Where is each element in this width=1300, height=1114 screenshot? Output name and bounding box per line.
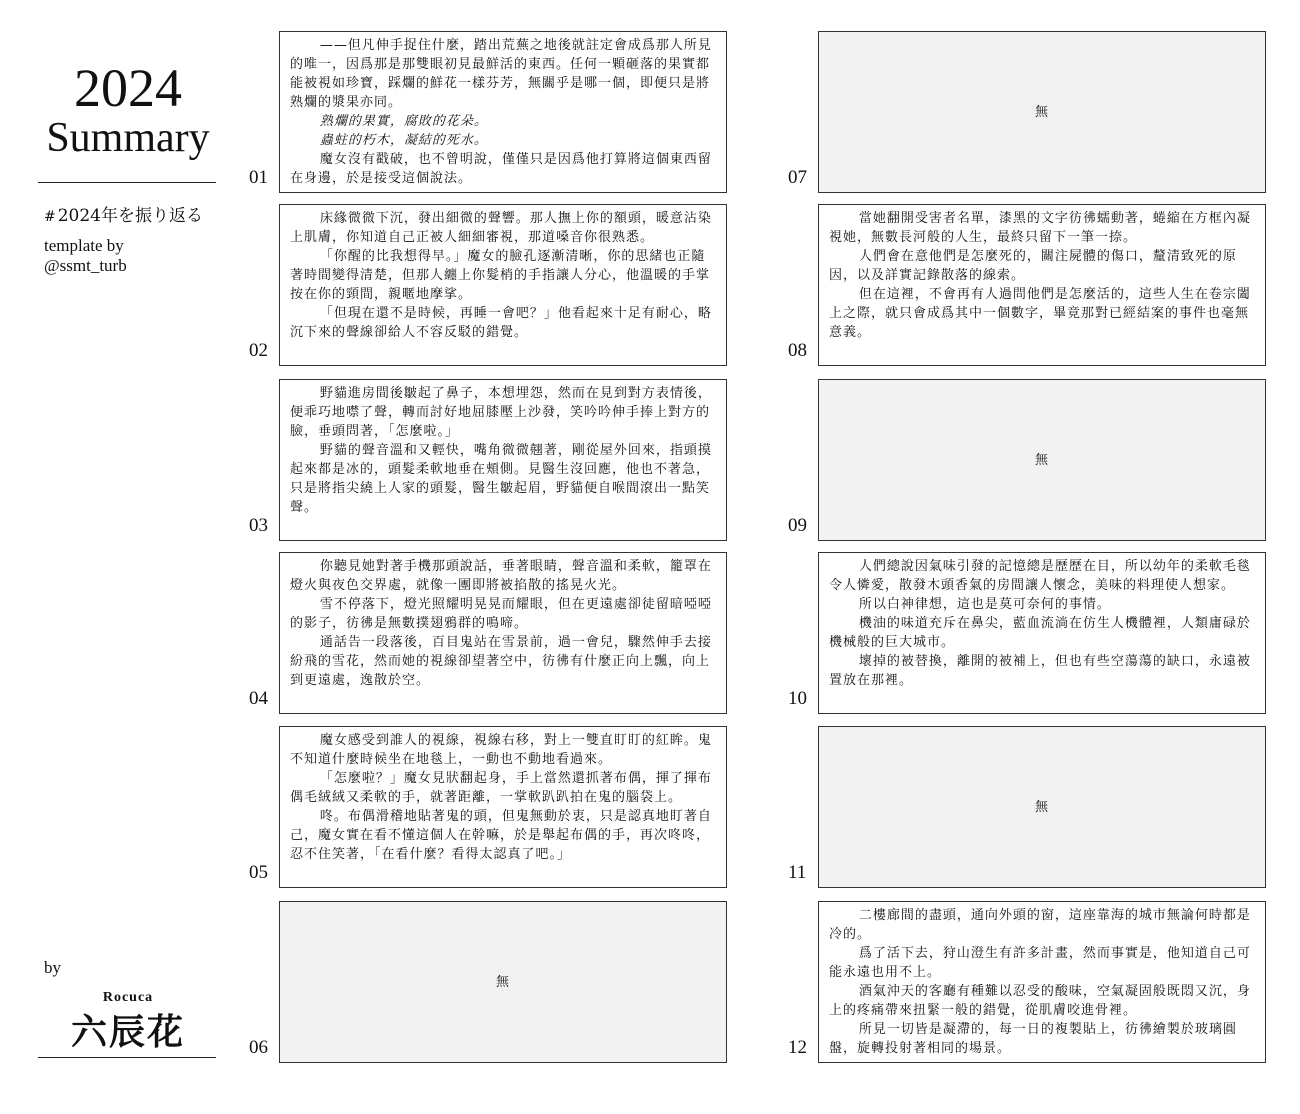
entry-paragraph: 野貓的聲音溫和又輕快，嘴角微微翹著，剛從屋外回來，指頭摸起來都是冰的，頭髮柔軟地垂在頰側。見醫生沒回應，他也不著急，只是將指尖繞上人家的頭髮，醫生皺起眉，野貓便自喉間滾出一點笑聲。	[290, 443, 712, 515]
entry-paragraph: 爲了活下去，狩山澄生有許多計畫，然而事實是，他知道自己可能永遠也用不上。	[829, 946, 1251, 980]
entry-text-box	[818, 204, 1266, 366]
signature-divider	[38, 1057, 216, 1058]
empty-placeholder: 無	[1034, 799, 1049, 815]
entry-number: 10	[788, 688, 807, 709]
entry-number: 02	[249, 340, 268, 361]
entry-paragraph: 「但現在還不是時候，再睡一會吧？」他看起來十足有耐心，略沉下來的聲線卻給人不容反駁的錯覺。	[290, 306, 712, 340]
entry-number: 09	[788, 515, 807, 536]
entry-text-box	[279, 379, 727, 541]
entry-empty-box	[818, 379, 1266, 541]
entry-number: 06	[249, 1037, 268, 1058]
by-label: by	[44, 958, 61, 977]
entry-empty-box	[279, 901, 727, 1063]
entry-text-box	[279, 552, 727, 714]
entry-text-box	[279, 204, 727, 366]
template-credit	[44, 236, 127, 276]
author-romaji: Rocuca	[102, 990, 154, 1005]
entry-paragraph: 雪不停落下，燈光照耀明晃晃而耀眼，但在更遠處卻徒留暗啞啞的影子，彷彿是無數撲翅鴉群的鳴啼。	[290, 597, 712, 631]
entry-text-box	[279, 31, 727, 193]
empty-placeholder: 無	[1034, 104, 1049, 120]
entry-paragraph: 魔女感受到誰人的視線，視線右移，對上一雙直盯盯的紅眸。鬼不知道什麼時候坐在地毯上，一動也不動地看過來。	[290, 733, 712, 767]
entry-paragraph: 熟爛的果實，腐敗的花朵。	[319, 114, 488, 129]
title-divider	[38, 182, 216, 183]
sidebar	[0, 0, 240, 1114]
entry-number: 08	[788, 340, 807, 361]
hashtag	[44, 206, 203, 227]
entry-paragraph: ——但凡伸手捉住什麼，踏出荒蕪之地後就註定會成爲那人所見的唯一，因爲那是那雙眼初見最鮮活的東西。任何一顆砸落的果實都能被視如珍寶，踩爛的鮮花一樣芬芳，無關乎是哪一個，即便只是將熟爛的漿果亦同。	[290, 38, 712, 110]
entry-paragraph: 通話告一段落後，百目鬼站在雪景前，過一會兒，驟然伸手去接紛飛的雪花，然而她的視線卻望著空中，彷彿有什麼正向上飄，向上到更遠處，逸散於空。	[290, 635, 712, 688]
hash-symbol: #	[44, 209, 56, 225]
entry-paragraph: 但在這裡，不會再有人過問他們是怎麼活的，這些人生在卷宗闔上之際，就只會成爲其中一個數字，畢竟那對已經結案的事件也毫無意義。	[829, 287, 1251, 340]
entry-paragraph: 咚。布偶滑稽地貼著鬼的頭，但鬼無動於衷，只是認真地盯著自己，魔女實在看不懂這個人在幹嘛，於是舉起布偶的手，再次咚咚，忍不住笑著，「在看什麼？看得太認真了吧。」	[290, 809, 712, 862]
entry-paragraph: 所見一切皆是凝滯的，每一日的複製貼上，彷彿繪製於玻璃圓盤，旋轉投射著相同的場景。	[829, 1022, 1237, 1056]
entry-paragraph: 蟲蛀的朽木，凝結的死水。	[319, 133, 488, 148]
entry-number: 07	[788, 167, 807, 188]
entry-paragraph: 當她翻開受害者名單，漆黑的文字彷彿蠕動著，蜷縮在方框內凝視她，無數長河般的人生，最終只留下一筆一捺。	[829, 211, 1251, 245]
entry-number: 03	[249, 515, 268, 536]
entry-text-box	[818, 901, 1266, 1063]
entry-paragraph: 「怎麼啦？」魔女見狀翻起身，手上當然還抓著布偶，揮了揮布偶毛絨絨又柔軟的手，就著距離，一掌軟趴趴拍在鬼的腦袋上。	[290, 771, 712, 805]
summary-title: Summary	[46, 115, 210, 161]
entry-empty-box	[818, 31, 1266, 193]
author-signature: 六辰花	[70, 1011, 185, 1053]
template-credit-line1: template by	[44, 236, 124, 255]
entry-paragraph: 酒氣沖天的客廳有種難以忍受的酸味，空氣凝固般既悶又沉，身上的疼痛帶來扭緊一般的錯覺，從肌膚咬進骨裡。	[829, 984, 1251, 1018]
entry-empty-box	[818, 726, 1266, 888]
entry-paragraph: 床緣微微下沉，發出細微的聲響。那人撫上你的額頭，暖意沾染上肌膚，你知道自己正被人細細審視，那道嗓音你很熟悉。	[290, 211, 712, 245]
entry-paragraph: 你聽見她對著手機那頭說話，垂著眼睛，聲音溫和柔軟，籠罩在燈火與夜色交界處，就像一團即將被掐散的搖晃火光。	[290, 559, 712, 593]
empty-placeholder: 無	[495, 974, 510, 990]
hashtag-text: 2024年を振り返る	[57, 206, 203, 226]
entry-text-box	[818, 552, 1266, 714]
entry-number: 01	[249, 167, 268, 188]
entry-paragraph: 「你醒的比我想得早。」魔女的臉孔逐漸清晰，你的思緒也正隨著時間變得清楚，但那人纏上你髮梢的手指讓人分心，他溫暖的手掌按在你的頸間，親暱地摩挲。	[290, 249, 711, 302]
year-title: 2024	[74, 58, 182, 118]
entry-paragraph: 野貓進房間後皺起了鼻子，本想埋怨，然而在見到對方表情後，便乖巧地噤了聲，轉而討好地屈膝壓上沙發，笑吟吟伸手捧上對方的臉，垂頭問著，「怎麼啦。」	[290, 386, 712, 439]
entry-paragraph: 壞掉的被替換，離開的被補上，但也有些空蕩蕩的缺口，永遠被置放在那裡。	[829, 654, 1251, 688]
entry-paragraph: 二樓廊間的盡頭，通向外頭的窗，這座靠海的城市無論何時都是冷的。	[829, 908, 1251, 942]
template-credit-handle: @ssmt_turb	[44, 256, 127, 275]
entry-paragraph: 魔女沒有戳破，也不曾明說，僅僅只是因爲他打算將這個東西留在身邊，於是接受這個說法。	[290, 152, 712, 186]
entry-paragraph: 所以白神律想，這也是莫可奈何的事情。	[858, 597, 1111, 612]
entry-number: 11	[788, 862, 807, 883]
entry-number: 12	[788, 1037, 807, 1058]
entry-paragraph: 機油的味道充斥在鼻尖，藍血流淌在仿生人機體裡，人類庸碌於機械般的巨大城市。	[829, 616, 1251, 650]
entry-text-box	[279, 726, 727, 888]
entry-paragraph: 人們會在意他們是怎麼死的，關注屍體的傷口，釐清致死的原因，以及詳實記錄散落的線索。	[829, 249, 1237, 283]
entry-paragraph: 人們總說因氣味引發的記憶總是歷歷在目，所以幼年的柔軟毛毯令人憐愛，散發木頭香氣的房間讓人懷念，美味的料理使人想家。	[829, 559, 1251, 593]
entry-number: 05	[249, 862, 268, 883]
empty-placeholder: 無	[1034, 452, 1049, 468]
entry-number: 04	[249, 688, 268, 709]
